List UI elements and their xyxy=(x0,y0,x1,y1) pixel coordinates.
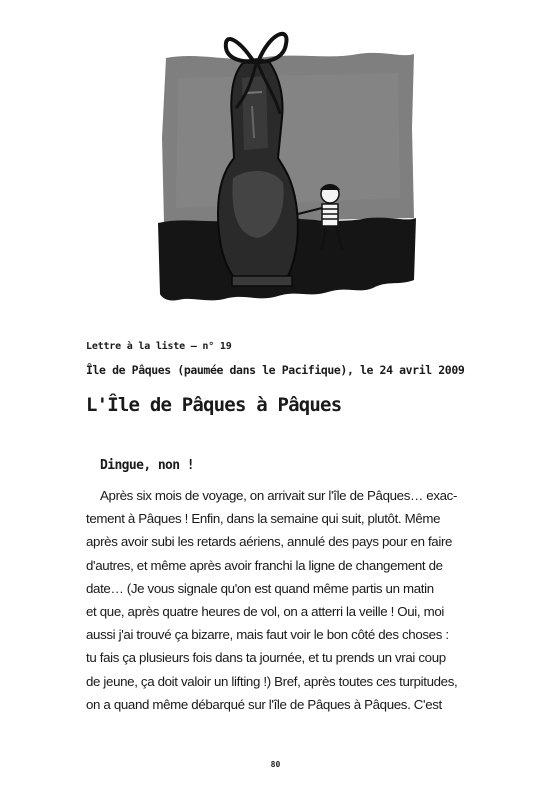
body-line: d'autres, et même après avoir franchi la ligne de changement de xyxy=(86,557,443,573)
page-number: 80 xyxy=(270,760,281,769)
moai-illustration xyxy=(158,18,416,318)
chapter-title: L'Île de Pâques à Pâques xyxy=(86,394,342,416)
letter-kicker: Lettre à la liste – n° 19 xyxy=(86,341,232,352)
body-line: Après six mois de voyage, on arrivait sur l'île de Pâques… exac- xyxy=(100,488,458,503)
body-line: tu fais ça plusieurs fois dans ta journée, et tu prends un vrai coup xyxy=(86,650,446,666)
body-line: et que, après quatre heures de vol, on a atterri la veille ! Oui, moi xyxy=(86,603,444,619)
body-line: après avoir subi les retards aériens, annulé des pays pour en faire xyxy=(86,534,453,550)
body-text xyxy=(86,484,464,716)
body-line: tement à Pâques ! Enfin, dans la semaine qui suit, plutôt. Même xyxy=(86,511,441,527)
letter-subtitle: Île de Pâques (paumée dans le Pacifique), le 24 avril 2009 xyxy=(86,363,465,377)
body-line: aussi j'ai trouvé ça bizarre, mais faut voir le bon côté des choses : xyxy=(86,627,449,643)
section-heading: Dingue, non ! xyxy=(100,458,194,473)
body-line: de jeune, ça doit valoir un lifting !) Bref, après toutes ces turpitudes, xyxy=(86,673,458,689)
body-line: date… (Je vous signale qu'on est quand même partis un matin xyxy=(86,580,434,596)
body-line: on a quand même débarqué sur l'île de Pâques à Pâques. C'est xyxy=(86,696,442,712)
